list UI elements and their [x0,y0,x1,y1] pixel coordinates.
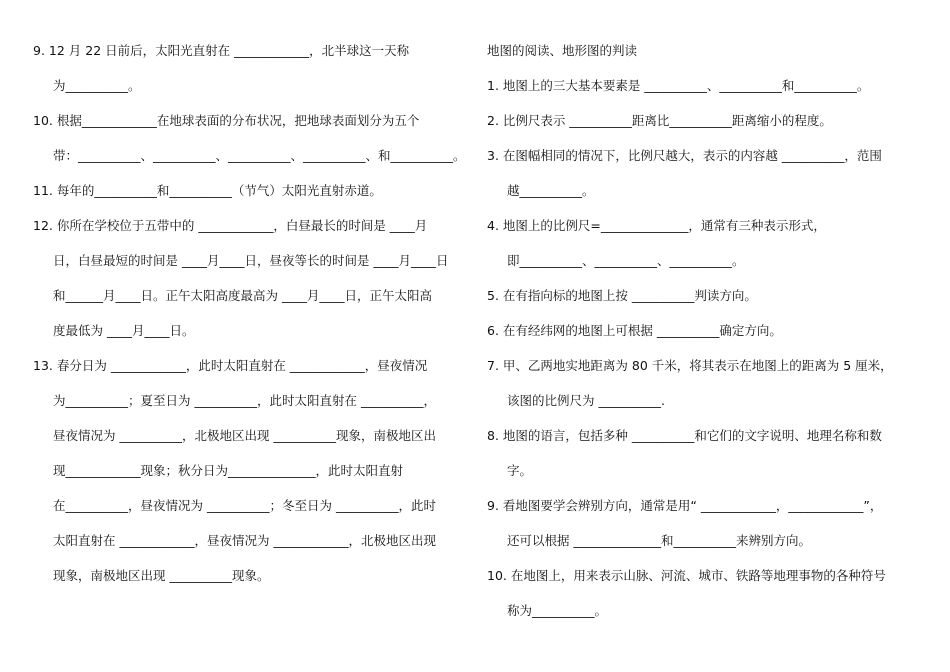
text-line: 称为__________。 [507,603,608,618]
text-line: 现象，南极地区出现 __________现象。 [53,568,270,583]
text-line: 字。 [507,463,533,478]
right-column [487,40,917,635]
text-line: 太阳直射在 ____________，昼夜情况为 ____________，北极地区出现 [53,533,436,548]
section-title: 地图的阅读、地形图的判读 [487,43,638,58]
text-line: 1. 地图上的三大基本要素是 __________、__________和__________。 [487,78,870,93]
text-line: 10. 在地图上，用来表示山脉、河流、城市、铁路等地理事物的各种符号 [487,568,886,583]
text-line: 和______月____日。正午太阳高度最高为 ____月____日，正午太阳高 [53,288,432,303]
text-line: 为__________。 [53,78,141,93]
text-line: 越__________。 [507,183,595,198]
text-line: 12. 你所在学校位于五带中的 ____________，白昼最长的时间是 ____月 [33,218,428,233]
text-line: 6. 在有经纬网的地图上可根据 __________确定方向。 [487,323,782,338]
text-line: 7. 甲、乙两地实地距离为 80 千米，将其表示在地图上的距离为 5 厘米， [487,358,893,373]
text-line: 2. 比例尺表示 __________距离比__________距离缩小的程度。 [487,113,832,128]
text-line: 11. 每年的__________和__________（节气）太阳光直射赤道。 [33,183,382,198]
text-line: 13. 春分日为 ____________，此时太阳直射在 ____________，昼夜情况 [33,358,428,373]
text-line: 度最低为 ____月____日。 [53,323,195,338]
text-line: 3. 在图幅相同的情况下，比例尺越大，表示的内容越 __________，范围 [487,148,882,163]
text-line: 为__________；夏至日为 __________，此时太阳直射在 __________， [53,393,436,408]
text-line: 带：__________、__________、__________、__________、和__________。 [53,148,466,163]
text-line: 4. 地图上的比例尺=______________，通常有三种表示形式， [487,218,826,233]
text-line: 即__________、__________、__________。 [507,253,745,268]
text-line: 9. 看地图要学会辨别方向，通常是用“ ____________，____________”， [487,498,883,513]
text-line: 在__________，昼夜情况为 __________；冬至日为 __________，此时 [53,498,436,513]
left-column [33,40,466,600]
text-line: 昼夜情况为 __________，北极地区出现 __________现象，南极地区出 [53,428,436,443]
text-line: 还可以根据 ______________和__________来辨别方向。 [507,533,811,548]
text-line: 8. 地图的语言，包括多种 __________和它们的文字说明、地理名称和数 [487,428,882,443]
text-line: 该图的比例尺为 __________. [507,393,665,408]
text-line: 现____________现象；秋分日为______________，此时太阳直射 [53,463,404,478]
text-line: 5. 在有指向标的地图上按 __________判读方向。 [487,288,757,303]
text-line: 10. 根据____________在地球表面的分布状况，把地球表面划分为五个 [33,113,420,128]
text-line: 日，白昼最短的时间是 ____月____日，昼夜等长的时间是 ____月____日 [53,253,449,268]
text-line: 9. 12 月 22 日前后，太阳光直射在 ____________，北半球这一天称 [33,43,410,58]
